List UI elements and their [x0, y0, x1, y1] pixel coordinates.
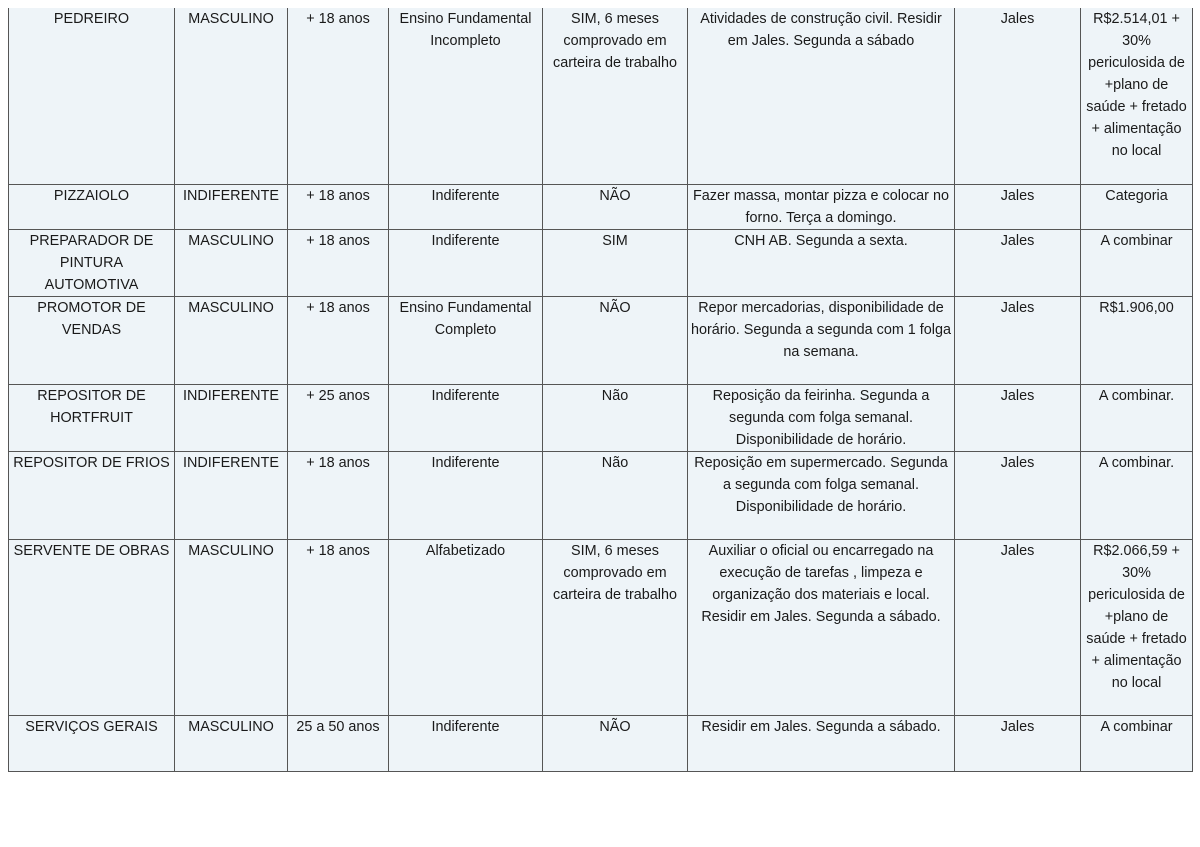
cell-cargo: PROMOTOR DE VENDAS	[9, 296, 175, 384]
cell-cargo: PREPARADOR DE PINTURA AUTOMOTIVA	[9, 229, 175, 296]
cell-experiencia: SIM, 6 meses comprovado em carteira de trabalho	[543, 8, 688, 184]
cell-escolaridade: Ensino Fundamental Incompleto	[389, 8, 543, 184]
cell-descricao: Residir em Jales. Segunda a sábado.	[688, 715, 955, 771]
cell-sexo: MASCULINO	[175, 229, 288, 296]
cell-idade: + 18 anos	[288, 539, 389, 715]
cell-salario: R$2.514,01 + 30% periculosida de +plano de saúde + fretado + alimentação no local	[1081, 8, 1193, 184]
cell-descricao: Reposição da feirinha. Segunda a segunda com folga semanal. Disponibilidade de horário.	[688, 384, 955, 451]
cell-idade: + 25 anos	[288, 384, 389, 451]
cell-salario: R$2.066,59 + 30% periculosida de +plano de saúde + fretado + alimentação no local	[1081, 539, 1193, 715]
cell-escolaridade: Indiferente	[389, 229, 543, 296]
cell-salario: Categoria	[1081, 184, 1193, 229]
cell-cargo: SERVIÇOS GERAIS	[9, 715, 175, 771]
table-row	[9, 229, 1193, 296]
cell-local: Jales	[955, 229, 1081, 296]
cell-sexo: MASCULINO	[175, 715, 288, 771]
cell-local: Jales	[955, 8, 1081, 184]
cell-sexo: INDIFERENTE	[175, 384, 288, 451]
cell-descricao: Auxiliar o oficial ou encarregado na execução de tarefas , limpeza e organização dos materiais e local. Residir em Jales. Segunda a sábado.	[688, 539, 955, 715]
cell-escolaridade: Indiferente	[389, 184, 543, 229]
cell-experiencia: SIM, 6 meses comprovado em carteira de trabalho	[543, 539, 688, 715]
cell-salario: A combinar.	[1081, 451, 1193, 539]
cell-salario: A combinar	[1081, 229, 1193, 296]
cell-experiencia: Não	[543, 384, 688, 451]
cell-idade: + 18 anos	[288, 296, 389, 384]
cell-cargo: SERVENTE DE OBRAS	[9, 539, 175, 715]
cell-sexo: MASCULINO	[175, 539, 288, 715]
job-openings-table	[8, 8, 1193, 772]
cell-idade: 25 a 50 anos	[288, 715, 389, 771]
cell-local: Jales	[955, 296, 1081, 384]
cell-experiencia: Não	[543, 451, 688, 539]
cell-idade: + 18 anos	[288, 184, 389, 229]
cell-cargo: PEDREIRO	[9, 8, 175, 184]
table-row	[9, 296, 1193, 384]
cell-experiencia: NÃO	[543, 184, 688, 229]
table-row	[9, 451, 1193, 539]
table-row	[9, 184, 1193, 229]
table-row	[9, 715, 1193, 771]
cell-descricao: Fazer massa, montar pizza e colocar no forno. Terça a domingo.	[688, 184, 955, 229]
table-row	[9, 384, 1193, 451]
cell-sexo: INDIFERENTE	[175, 451, 288, 539]
cell-cargo: REPOSITOR DE HORTFRUIT	[9, 384, 175, 451]
cell-experiencia: NÃO	[543, 715, 688, 771]
cell-descricao: Reposição em supermercado. Segunda a segunda com folga semanal. Disponibilidade de horário.	[688, 451, 955, 539]
cell-local: Jales	[955, 539, 1081, 715]
cell-sexo: MASCULINO	[175, 8, 288, 184]
cell-escolaridade: Indiferente	[389, 715, 543, 771]
cell-sexo: MASCULINO	[175, 296, 288, 384]
cell-salario: A combinar	[1081, 715, 1193, 771]
cell-idade: + 18 anos	[288, 229, 389, 296]
cell-salario: R$1.906,00	[1081, 296, 1193, 384]
cell-sexo: INDIFERENTE	[175, 184, 288, 229]
cell-escolaridade: Alfabetizado	[389, 539, 543, 715]
cell-descricao: Repor mercadorias, disponibilidade de horário. Segunda a segunda com 1 folga na semana.	[688, 296, 955, 384]
cell-escolaridade: Indiferente	[389, 384, 543, 451]
cell-cargo: REPOSITOR DE FRIOS	[9, 451, 175, 539]
cell-local: Jales	[955, 384, 1081, 451]
cell-experiencia: SIM	[543, 229, 688, 296]
cell-escolaridade: Ensino Fundamental Completo	[389, 296, 543, 384]
cell-descricao: Atividades de construção civil. Residir em Jales. Segunda a sábado	[688, 8, 955, 184]
cell-cargo: PIZZAIOLO	[9, 184, 175, 229]
cell-experiencia: NÃO	[543, 296, 688, 384]
table-row	[9, 539, 1193, 715]
cell-salario: A combinar.	[1081, 384, 1193, 451]
cell-descricao: CNH AB. Segunda a sexta.	[688, 229, 955, 296]
cell-local: Jales	[955, 451, 1081, 539]
cell-idade: + 18 anos	[288, 451, 389, 539]
cell-escolaridade: Indiferente	[389, 451, 543, 539]
table-row	[9, 8, 1193, 184]
cell-idade: + 18 anos	[288, 8, 389, 184]
cell-local: Jales	[955, 715, 1081, 771]
cell-local: Jales	[955, 184, 1081, 229]
